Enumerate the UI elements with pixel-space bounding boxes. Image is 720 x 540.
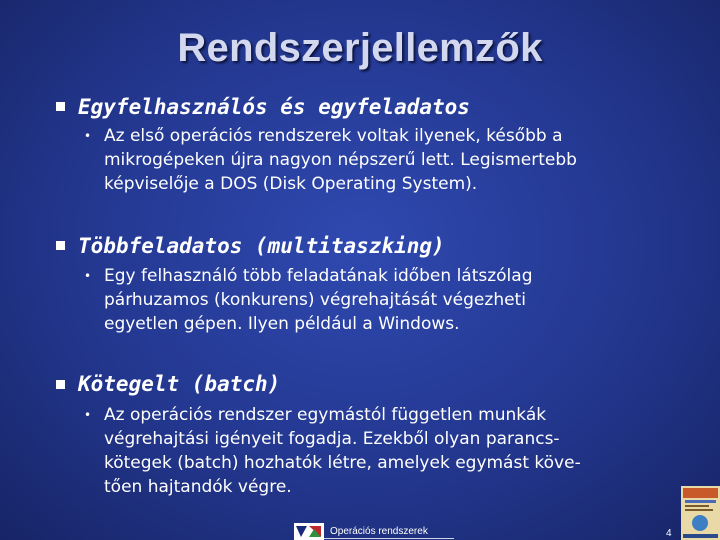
section-heading-text: Többfeladatos (multitaszking) [78,234,445,258]
footer-text: Operációs rendszerek [330,526,428,537]
body-line: Az operációs rendszer egymástól független munkák [104,405,547,425]
body-line: végrehajtási igényeit fogadja. Ezekből olyan parancs- [104,429,560,449]
dot-bullet-icon: • [84,129,92,143]
body-line: párhuzamos (konkurens) végrehajtását végezheti [104,290,526,310]
dot-bullet-icon: • [84,269,92,283]
page-number: 4 [666,528,672,539]
book-cover-thumbnail [681,486,720,540]
body-line: egyetlen gépen. Ilyen például a Windows. [104,314,460,334]
body-line: tően hajtandók végre. [104,477,292,497]
body-line: Az első operációs rendszerek voltak ilyenek, később a [104,126,563,146]
section-heading-text: Egyfelhasználós és egyfeladatos [78,95,470,119]
dot-bullet-icon: • [84,408,92,422]
body-line: mikrogépeken újra nagyon népszerű lett. Legismertebb [104,150,577,170]
square-bullet-icon [56,102,65,111]
slide-title: Rendszerjellemzők [177,26,543,70]
body-line: képviselője a DOS (Disk Operating System). [104,174,478,194]
body-line: Egy felhasználó több feladatának időben látszólag [104,266,533,286]
section-body-2 [84,264,684,336]
body-line: kötegek (batch) hozhatók létre, amelyek egymást köve- [104,453,581,473]
square-bullet-icon [56,380,65,389]
footer-divider [294,538,454,539]
square-bullet-icon [56,241,65,250]
section-heading-text: Kötegelt (batch) [78,372,281,396]
section-body-1 [84,124,684,196]
section-body-3 [84,403,684,499]
